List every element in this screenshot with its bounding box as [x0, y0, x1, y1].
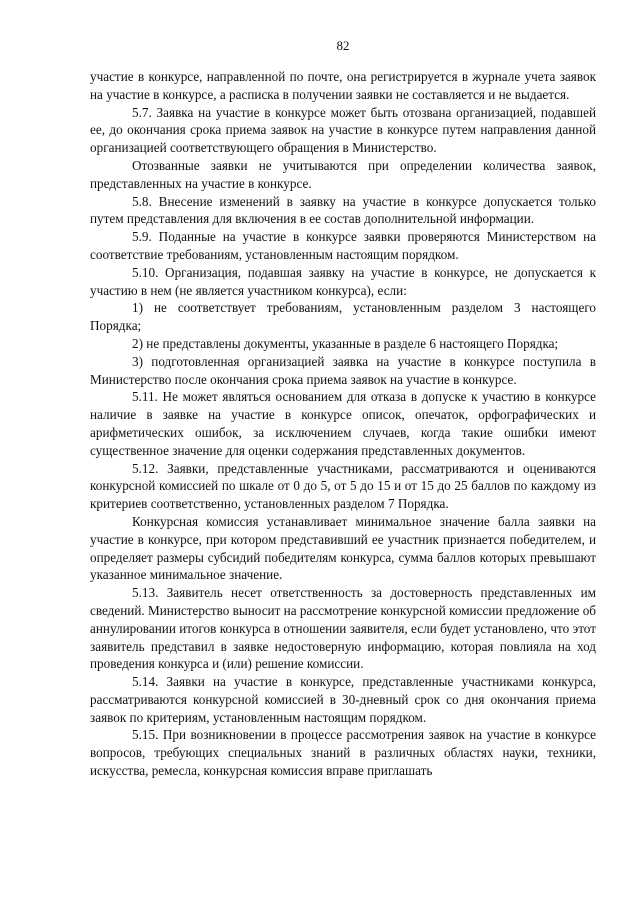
- document-body: [90, 68, 596, 780]
- list-item-2: 2) не представлены документы, указанные в разделе 6 настоящего Порядка;: [132, 335, 559, 351]
- paragraph-5-12: 5.12. Заявки, представленные участниками, рассматриваются и оцениваются конкурсной комиссией по шкале от 0 до 5, от 5 до 15 и от 15 до 25 баллов по каждому из критериев соответственно, установленных разделом 7 Порядка.: [90, 460, 596, 512]
- paragraph-5-11: 5.11. Не может являться основанием для отказа в допуске к участию в конкурсе наличие в заявке на участие в конкурсе описок, опечаток, орфографических и арифметических ошибок, за исключением случаев, когда такие ошибки имеют существенное значение для оценки содержания представленных документов.: [90, 389, 596, 458]
- list-item-3: 3) подготовленная организацией заявка на участие в конкурсе поступила в Министерство после окончания срока приема заявок на участие в конкурсе.: [90, 353, 596, 387]
- page-number: 82: [336, 38, 350, 53]
- document-page: [90, 38, 596, 780]
- paragraph-5-7: 5.7. Заявка на участие в конкурсе может быть отозвана организацией, подавшей ее, до окончания срока приема заявок на участие в конкурсе путем направления данной организацией соответствующего обращения в Министерство.: [90, 104, 596, 156]
- paragraph-5-14: 5.14. Заявки на участие в конкурсе, представленные участниками конкурса, рассматриваются конкурсной комиссией в 30-дневный срок со дня окончания приема заявок по критериям, установленным настоящим порядком.: [90, 674, 596, 725]
- paragraph-withdrawn-applications: Отозванные заявки не учитываются при определении количества заявок, представленных на участие в конкурсе.: [90, 157, 596, 191]
- paragraph-continuation: участие в конкурсе, направленной по почте, она регистрируется в журнале учета заявок на участие в конкурсе, а расписка в получении заявки не составляется и не выдается.: [90, 69, 596, 102]
- paragraph-5-10: 5.10. Организация, подавшая заявку на участие в конкурсе, не допускается к участию в нем (не является участником конкурса), если:: [90, 264, 596, 298]
- paragraph-5-15: 5.15. При возникновении в процессе рассмотрения заявок на участие в конкурсе вопросов, требующих специальных знаний в различных областях науки, техники, искусства, ремесла, конкурсная комиссия вправе приглашать: [90, 727, 596, 779]
- paragraph-5-8: 5.8. Внесение изменений в заявку на участие в конкурсе допускается только путем представления для включения в ее состав дополнительной информации.: [90, 193, 596, 227]
- paragraph-5-13: 5.13. Заявитель несет ответственность за достоверность представленных им сведений. Министерство выносит на рассмотрение конкурсной комиссии предложение об аннулировании итогов конкурса в отношении заявителя, если будет установлено, что этот заявитель представил в заявке недостоверную информацию, которая повлияла на ход проведения конкурса и (или) решение комиссии.: [90, 585, 596, 672]
- paragraph-5-9: 5.9. Поданные на участие в конкурсе заявки проверяются Министерством на соответствие требованиям, установленным настоящим порядком.: [90, 229, 596, 262]
- list-item-1: 1) не соответствует требованиям, установленным разделом 3 настоящего Порядка;: [90, 300, 596, 334]
- paragraph-commission-minimum-score: Конкурсная комиссия устанавливает минимальное значение балла заявки на участие в конкурсе, при котором представивший ее участник признается победителем, и определяет размеры субсидий победителям конкурса, сумма баллов которых превышают указанное минимальное значение.: [90, 513, 596, 583]
